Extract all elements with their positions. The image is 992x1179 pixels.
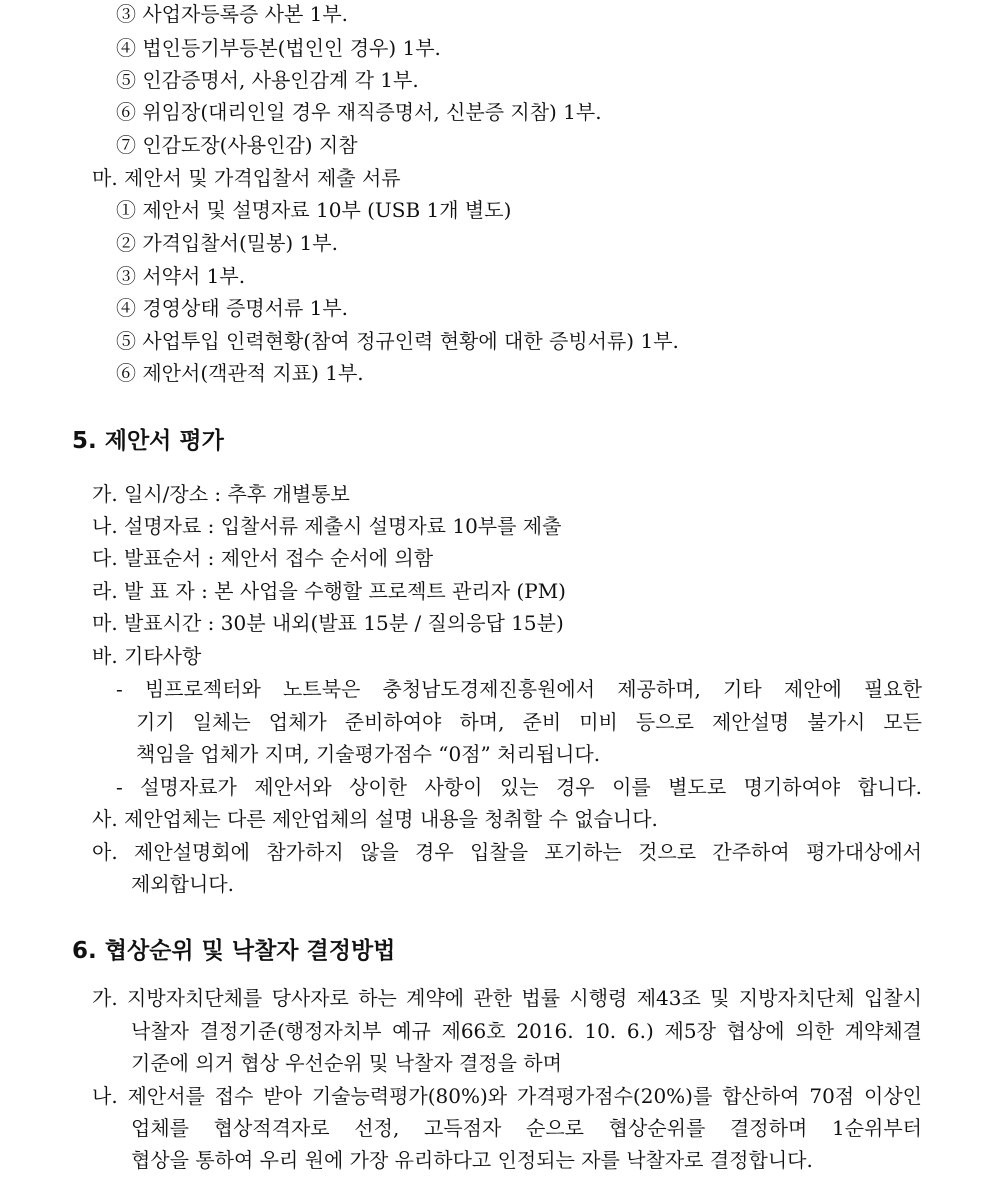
- section-heading: 5. 제안서 평가: [72, 428, 224, 454]
- list-item-continuation: 제외합니다.: [131, 872, 234, 896]
- bullet-line: 책임을 업체가 지며, 기술평가점수 “0점” 처리됩니다.: [136, 742, 601, 766]
- list-item: ① 제안서 및 설명자료 10부 (USB 1개 별도): [116, 198, 512, 222]
- list-item: ③ 서약서 1부.: [116, 264, 246, 288]
- list-item: ⑥ 제안서(객관적 지표) 1부.: [116, 361, 364, 385]
- section-heading: 6. 협상순위 및 낙찰자 결정방법: [72, 938, 396, 964]
- list-item: ③ 사업자등록증 사본 1부.: [116, 2, 349, 26]
- list-item: ④ 법인등기부등본(법인인 경우) 1부.: [116, 36, 441, 60]
- list-item: ⑤ 인감증명서, 사용인감계 각 1부.: [116, 68, 419, 92]
- list-item: 아. 제안설명회에 참가하지 않을 경우 입찰을 포기하는 것으로 간주하여 평가대상에서: [92, 840, 922, 864]
- list-item: ④ 경영상태 증명서류 1부.: [116, 296, 349, 320]
- list-item-continuation: 업체를 협상적격자로 선정, 고득점자 순으로 협상순위를 결정하며 1순위부터: [131, 1116, 922, 1140]
- bullet-line: - 설명자료가 제안서와 상이한 사항이 있는 경우 이를 별도로 명기하여야 합니다.: [116, 775, 922, 799]
- list-item-continuation: 기준에 의거 협상 우선순위 및 낙찰자 결정을 하며: [131, 1051, 562, 1075]
- list-item: ⑦ 인감도장(사용인감) 지참: [116, 133, 358, 157]
- list-item: 라. 발 표 자 : 본 사업을 수행할 프로젝트 관리자 (PM): [92, 579, 566, 603]
- list-item: 나. 제안서를 접수 받아 기술능력평가(80%)와 가격평가점수(20%)를 합산하여 70점 이상인: [92, 1084, 922, 1108]
- list-item: ⑥ 위임장(대리인일 경우 재직증명서, 신분증 지참) 1부.: [116, 100, 602, 124]
- list-item: 가. 일시/장소 : 추후 개별통보: [92, 482, 350, 506]
- list-item: ② 가격입찰서(밀봉) 1부.: [116, 231, 338, 255]
- bullet-line: - 빔프로젝터와 노트북은 충청남도경제진흥원에서 제공하며, 기타 제안에 필요한: [116, 677, 922, 701]
- list-item: 바. 기타사항: [92, 644, 202, 668]
- list-item-continuation: 협상을 통하여 우리 원에 가장 유리하다고 인정되는 자를 낙찰자로 결정합니다.: [131, 1148, 813, 1172]
- list-item-continuation: 낙찰자 결정기준(행정자치부 예규 제66호 2016. 10. 6.) 제5장 협상에 의한 계약체결: [131, 1019, 922, 1043]
- subsection-title: 마. 제안서 및 가격입찰서 제출 서류: [92, 166, 401, 190]
- list-item: 사. 제안업체는 다른 제안업체의 설명 내용을 청취할 수 없습니다.: [92, 807, 658, 831]
- bullet-line: 기기 일체는 업체가 준비하여야 하며, 준비 미비 등으로 제안설명 불가시 모든: [136, 710, 922, 734]
- list-item: 다. 발표순서 : 제안서 접수 순서에 의함: [92, 546, 434, 570]
- list-item: 마. 발표시간 : 30분 내외(발표 15분 / 질의응답 15분): [92, 611, 564, 635]
- list-item: 나. 설명자료 : 입찰서류 제출시 설명자료 10부를 제출: [92, 514, 562, 538]
- list-item: ⑤ 사업투입 인력현황(참여 정규인력 현황에 대한 증빙서류) 1부.: [116, 329, 679, 353]
- list-item: 가. 지방자치단체를 당사자로 하는 계약에 관한 법률 시행령 제43조 및 지방자치단체 입찰시: [92, 986, 922, 1010]
